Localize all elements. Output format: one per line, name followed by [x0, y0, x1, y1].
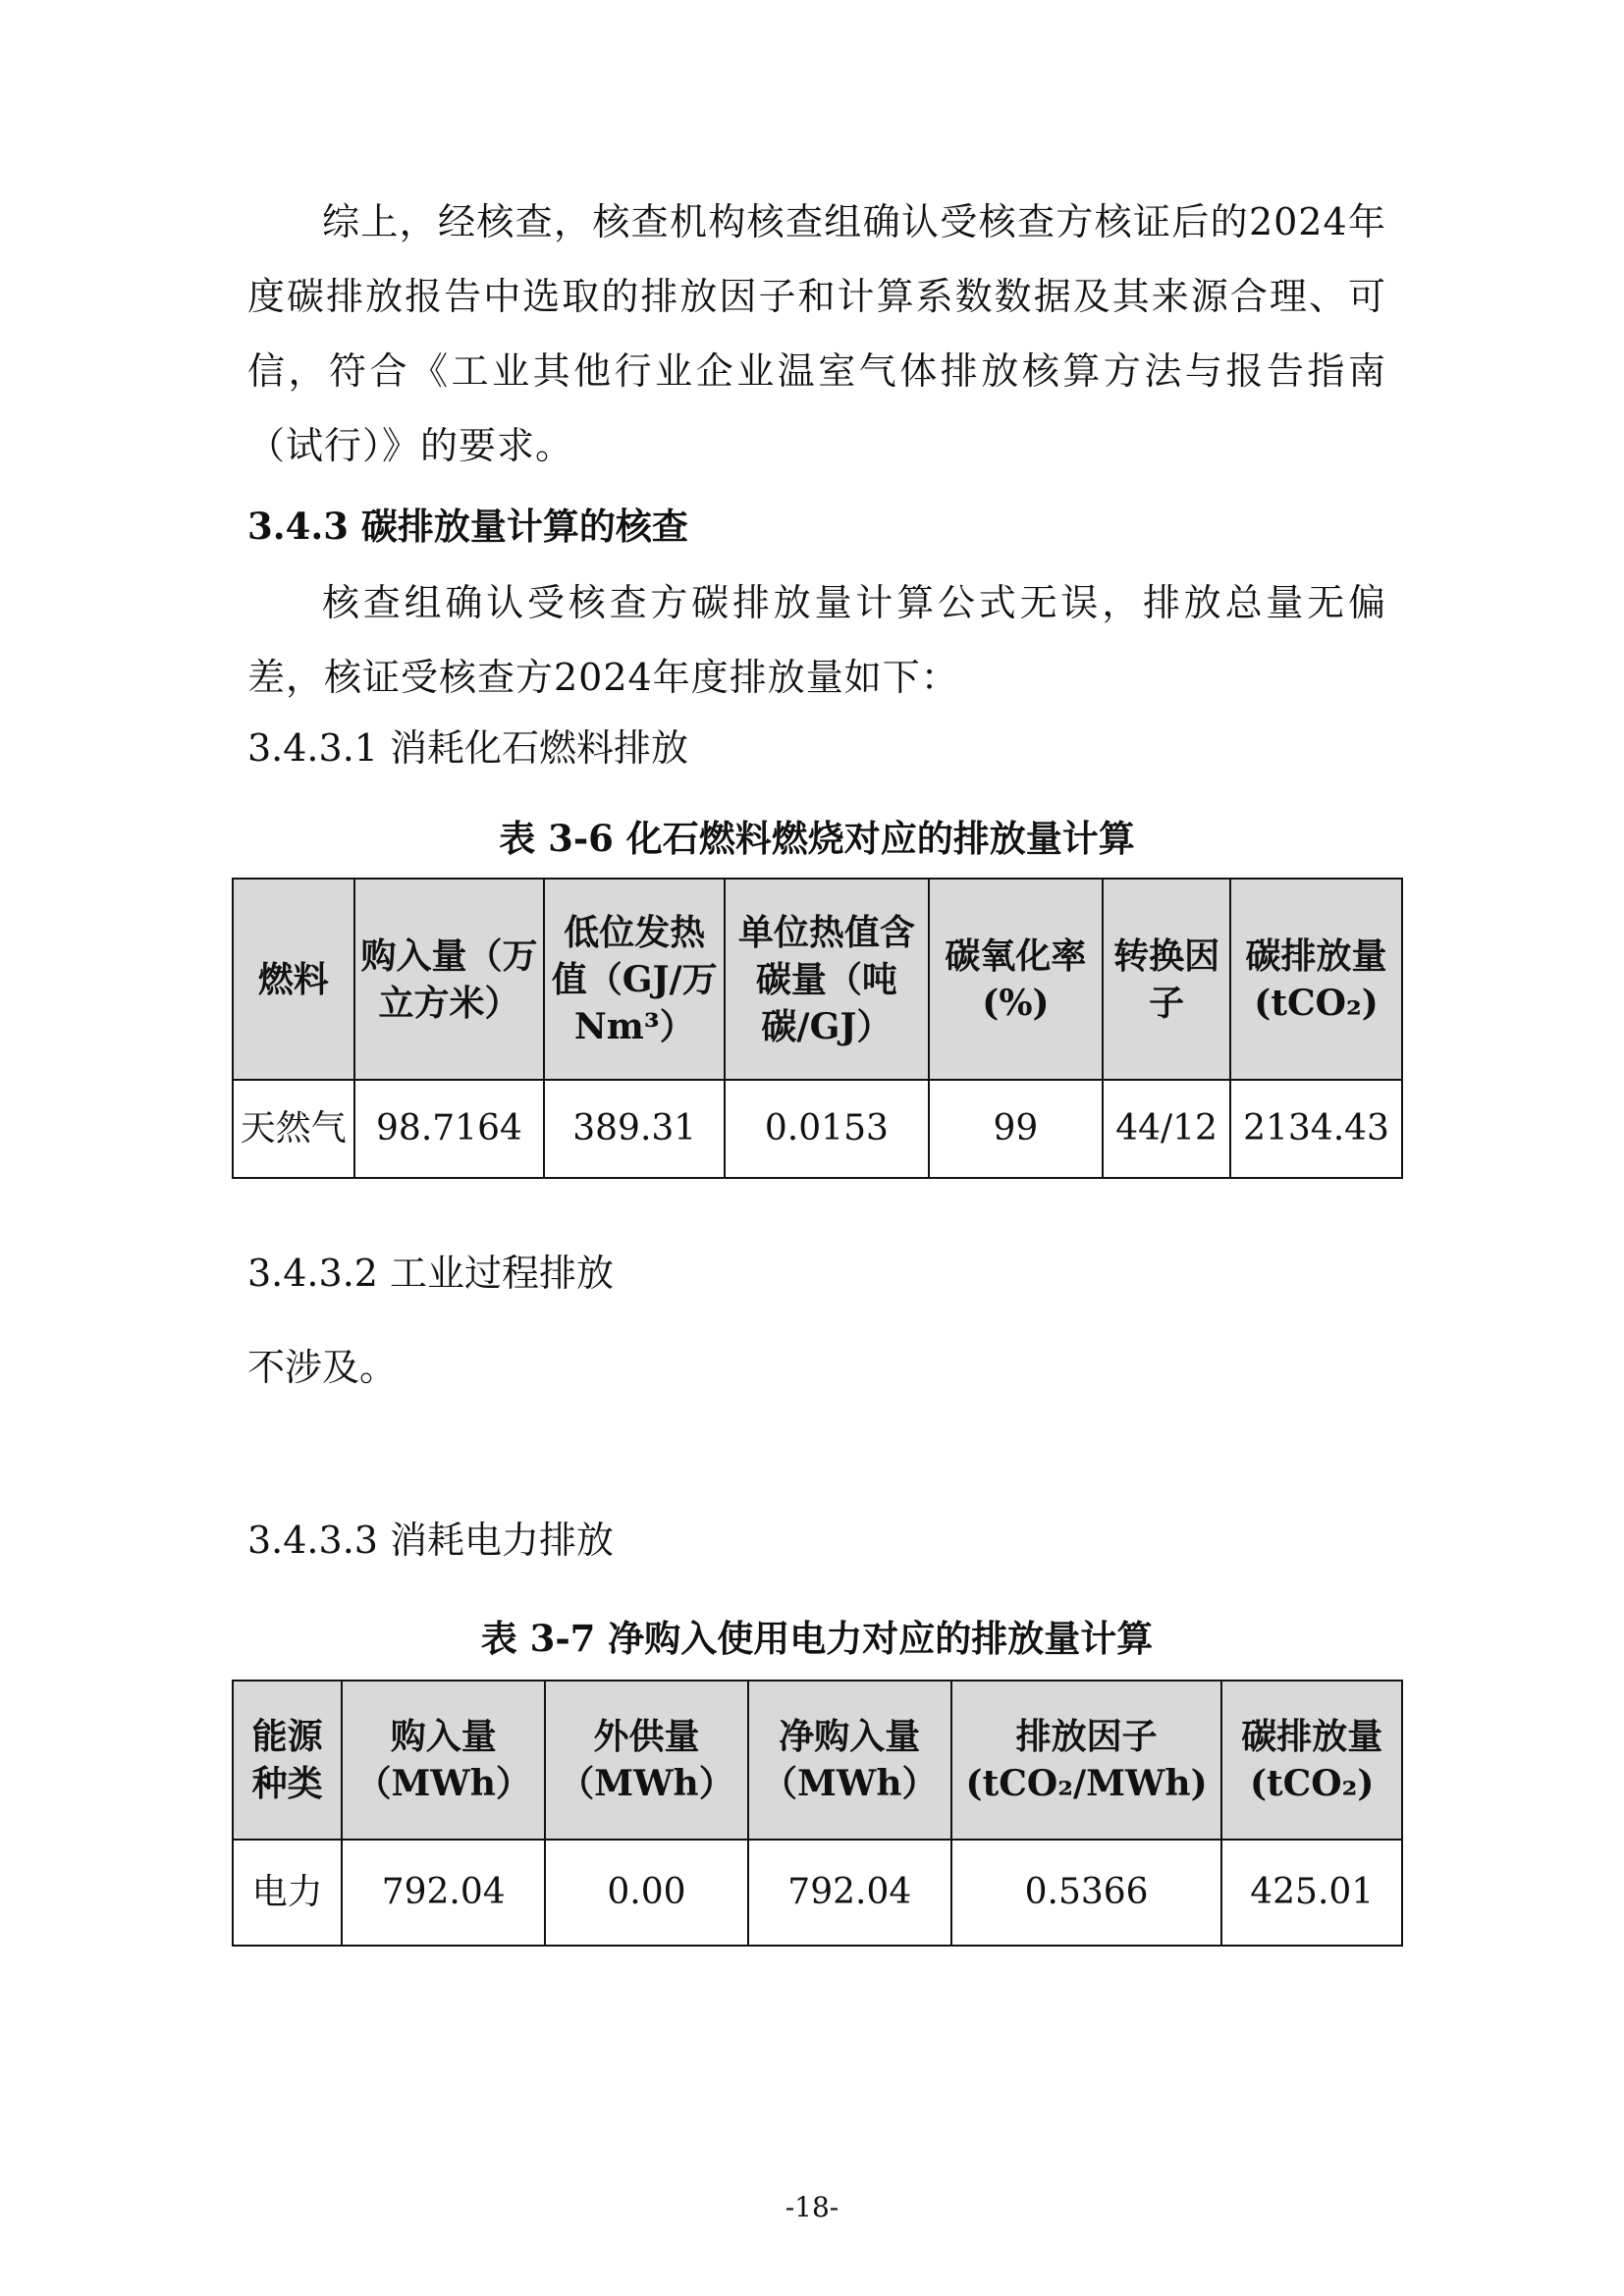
subsection-heading-process: 3.4.3.2 工业过程排放 [247, 1252, 615, 1295]
table1-header-cell: 碳排放量(tCO₂) [1230, 879, 1402, 1080]
table1-header-cell: 低位发热值（GJ/万Nm³） [544, 879, 725, 1080]
table2-cell: 425.01 [1221, 1840, 1402, 1946]
fossil-fuel-table [232, 878, 1403, 1179]
table2-caption: 表 3-7 净购入使用电力对应的排放量计算 [480, 1617, 1154, 1660]
table1-cell: 389.31 [544, 1080, 725, 1178]
table2-header-row [233, 1681, 1402, 1840]
table2-cell: 电力 [233, 1840, 342, 1946]
table1-header-cell: 单位热值含碳量（吨碳/GJ） [725, 879, 929, 1080]
process-note: 不涉及。 [247, 1346, 398, 1389]
table-row [233, 1840, 1402, 1946]
section-intro: 核查组确认受核查方碳排放量计算公式无误，排放总量无偏差，核证受核查方2024年度排放量如下： [247, 581, 1386, 699]
table2-cell: 792.04 [342, 1840, 545, 1946]
table-row [233, 1080, 1402, 1178]
subsection-heading-electricity: 3.4.3.3 消耗电力排放 [247, 1519, 615, 1562]
table2-header-cell: 排放因子(tCO₂/MWh) [951, 1681, 1222, 1840]
table1-header-cell: 燃料 [233, 879, 354, 1080]
subsection-heading-fossil: 3.4.3.1 消耗化石燃料排放 [247, 726, 689, 770]
summary-paragraph: 综上，经核查，核查机构核查组确认受核查方核证后的2024年度碳排放报告中选取的排放因子和计算系数数据及其来源合理、可信，符合《工业其他行业企业温室气体排放核算方法与报告指南（试行）》的要求。 [247, 200, 1386, 467]
table1-cell: 2134.43 [1230, 1080, 1402, 1178]
table1-cell: 0.0153 [725, 1080, 929, 1178]
table2-header-cell: 能源种类 [233, 1681, 342, 1840]
table1-cell: 44/12 [1103, 1080, 1230, 1178]
table1-header-cell: 购入量（万立方米） [354, 879, 545, 1080]
electricity-table [232, 1680, 1403, 1947]
table1-cell: 98.7164 [354, 1080, 545, 1178]
table1-header-cell: 转换因子 [1103, 879, 1230, 1080]
table1-cell: 天然气 [233, 1080, 354, 1178]
table2-header-cell: 碳排放量(tCO₂) [1221, 1681, 1402, 1840]
table1-header-row [233, 879, 1402, 1080]
section-heading: 3.4.3 碳排放量计算的核查 [247, 505, 688, 548]
table1-caption: 表 3-6 化石燃料燃烧对应的排放量计算 [499, 817, 1135, 860]
table1-header-cell: 碳氧化率(%) [929, 879, 1103, 1080]
table2-header-cell: 购入量（MWh） [342, 1681, 545, 1840]
table2-header-cell: 净购入量（MWh） [748, 1681, 951, 1840]
table2-header-cell: 外供量（MWh） [545, 1681, 748, 1840]
page-content [240, 185, 1389, 1947]
table1-cell: 99 [929, 1080, 1103, 1178]
table2-cell: 0.5366 [951, 1840, 1222, 1946]
table2-cell: 0.00 [545, 1840, 748, 1946]
page-number: -18- [785, 2191, 839, 2223]
table2-cell: 792.04 [748, 1840, 951, 1946]
